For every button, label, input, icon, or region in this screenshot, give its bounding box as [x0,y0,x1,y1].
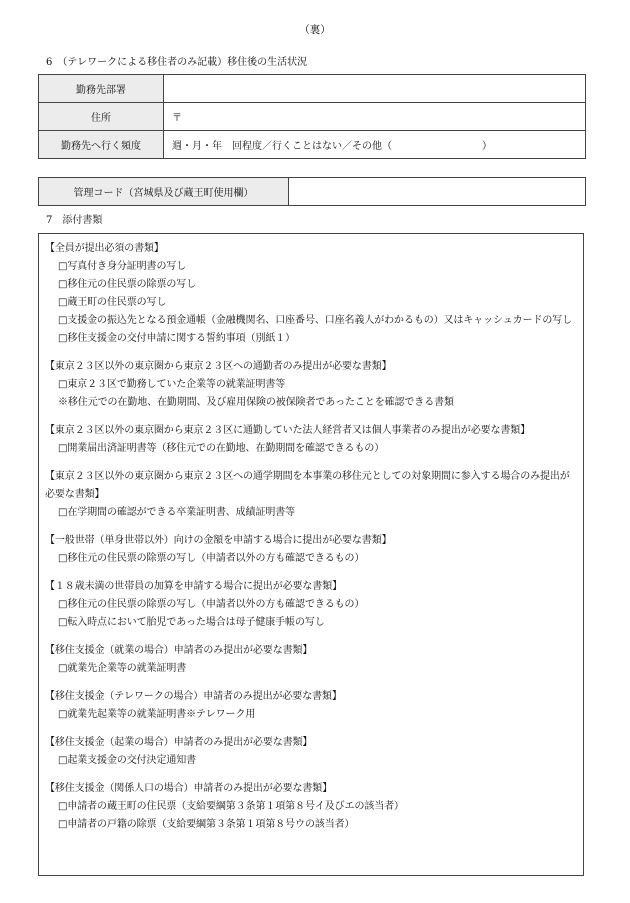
category-title: 【１８歳未満の世帯員の加算を申請する場合に提出が必要な書類】 [45,581,342,592]
page-title: （裏） [299,24,331,36]
checklist-item[interactable]: □就業先企業等の就業証明書 [58,663,187,674]
doc-category-commuter [45,358,577,412]
checklist-item[interactable]: □東京２３区で勤務していた企業等の就業証明書等 [58,379,286,390]
category-title: 【東京２３区以外の東京圏から東京２３区への通勤者のみ提出が必要な書類】 [45,361,392,372]
checklist-item[interactable]: □写真付き身分証明書の写し [58,261,187,272]
checklist-item[interactable]: □移住元の住民票の除票の写し（申請者以外の方も確認できるもの） [58,599,365,610]
management-code-table [38,177,586,206]
checklist-item[interactable]: □起業支援金の交付決定通知書 [58,755,197,766]
doc-category-startup [45,734,577,770]
management-code-label: 管理コード（宮城県及び蔵王町使用欄） [39,178,289,206]
table-row [39,103,586,131]
checklist-item[interactable]: □支援金の振込先となる預金通帳（金融機関名、口座番号、口座名義人がわかるもの）又はキャッシュカードの写し [58,315,573,326]
commute-frequency-field[interactable]: 週・月・年 回程度／行くことはない／その他（ ） [164,131,586,159]
address-label: 住所 [39,103,164,131]
table-row [39,131,586,159]
checklist-item[interactable]: □申請者の蔵王町の住民票（支給要綱第３条第１項第８号イ及びエの該当者） [58,801,404,812]
category-title: 【移住支援金（起業の場合）申請者のみ提出が必要な書類】 [45,737,313,748]
doc-category-related-population [45,780,577,834]
section6-heading: 6 （テレワークによる移住者のみ記載）移住後の生活状況 [46,57,308,68]
category-title: 【移住支援金（就業の場合）申請者のみ提出が必要な書類】 [45,645,313,656]
workplace-dept-field[interactable] [164,75,586,103]
attached-documents-box [38,233,584,876]
category-title: 【一般世帯（単身世帯以外）向けの金額を申請する場合に提出が必要な書類】 [45,535,392,546]
table-row [39,178,586,206]
doc-category-student [45,468,577,522]
address-field[interactable]: 〒 [164,103,586,131]
note-item: ※移住元での在勤地、在勤期間、及び雇用保険の被保険者であったことを確認できる書類 [58,397,454,408]
checklist-item[interactable]: □開業届出済証明書等（移住元での在勤地、在勤期間を確認できるもの） [58,443,385,454]
checklist-item[interactable]: □在学期間の確認ができる卒業証明書、成績証明書等 [58,507,296,518]
living-situation-table [38,74,586,159]
checklist-item[interactable]: □申請者の戸籍の除票（支給要綱第３条第１項第８号ウの該当者） [58,819,355,830]
checklist-item[interactable]: □移住元の住民票の除票の写し（申請者以外の方も確認できるもの） [58,553,365,564]
section7-heading: 7 添付書類 [46,215,103,226]
category-title: 【東京２３区以外の東京圏から東京２３区に通勤していた法人経営者又は個人事業者のみ提出が必要な書類】 [45,425,531,436]
doc-category-minor-household [45,578,577,632]
checklist-item[interactable]: □転入時点において胎児であった場合は母子健康手帳の写し [58,617,325,628]
doc-category-general-household [45,532,577,568]
checklist-item[interactable]: □就業先起業等の就業証明書※テレワーク用 [58,709,256,720]
management-code-field[interactable] [289,178,586,206]
doc-category-required-all [45,240,577,348]
category-title: 【移住支援金（テレワークの場合）申請者のみ提出が必要な書類】 [45,691,342,702]
checklist-item[interactable]: □移住元の住民票の除票の写し [58,279,197,290]
category-title: 【東京２３区以外の東京圏から東京２３区への通学期間を本事業の移住元としての対象期間に参入する場合のみ提出が必要な書類】 [45,471,570,500]
checklist-item[interactable]: □移住支援金の交付申請に関する誓約事項（別紙１） [58,333,296,344]
workplace-dept-label: 勤務先部署 [39,75,164,103]
doc-category-telework [45,688,577,724]
commute-frequency-label: 勤務先へ行く頻度 [39,131,164,159]
doc-category-business-owner [45,422,577,458]
category-title: 【全員が提出必須の書類】 [45,243,164,254]
category-title: 【移住支援金（関係人口の場合）申請者のみ提出が必要な書類】 [45,783,333,794]
doc-category-employment [45,642,577,678]
checklist-item[interactable]: □蔵王町の住民票の写し [58,297,167,308]
table-row [39,75,586,103]
